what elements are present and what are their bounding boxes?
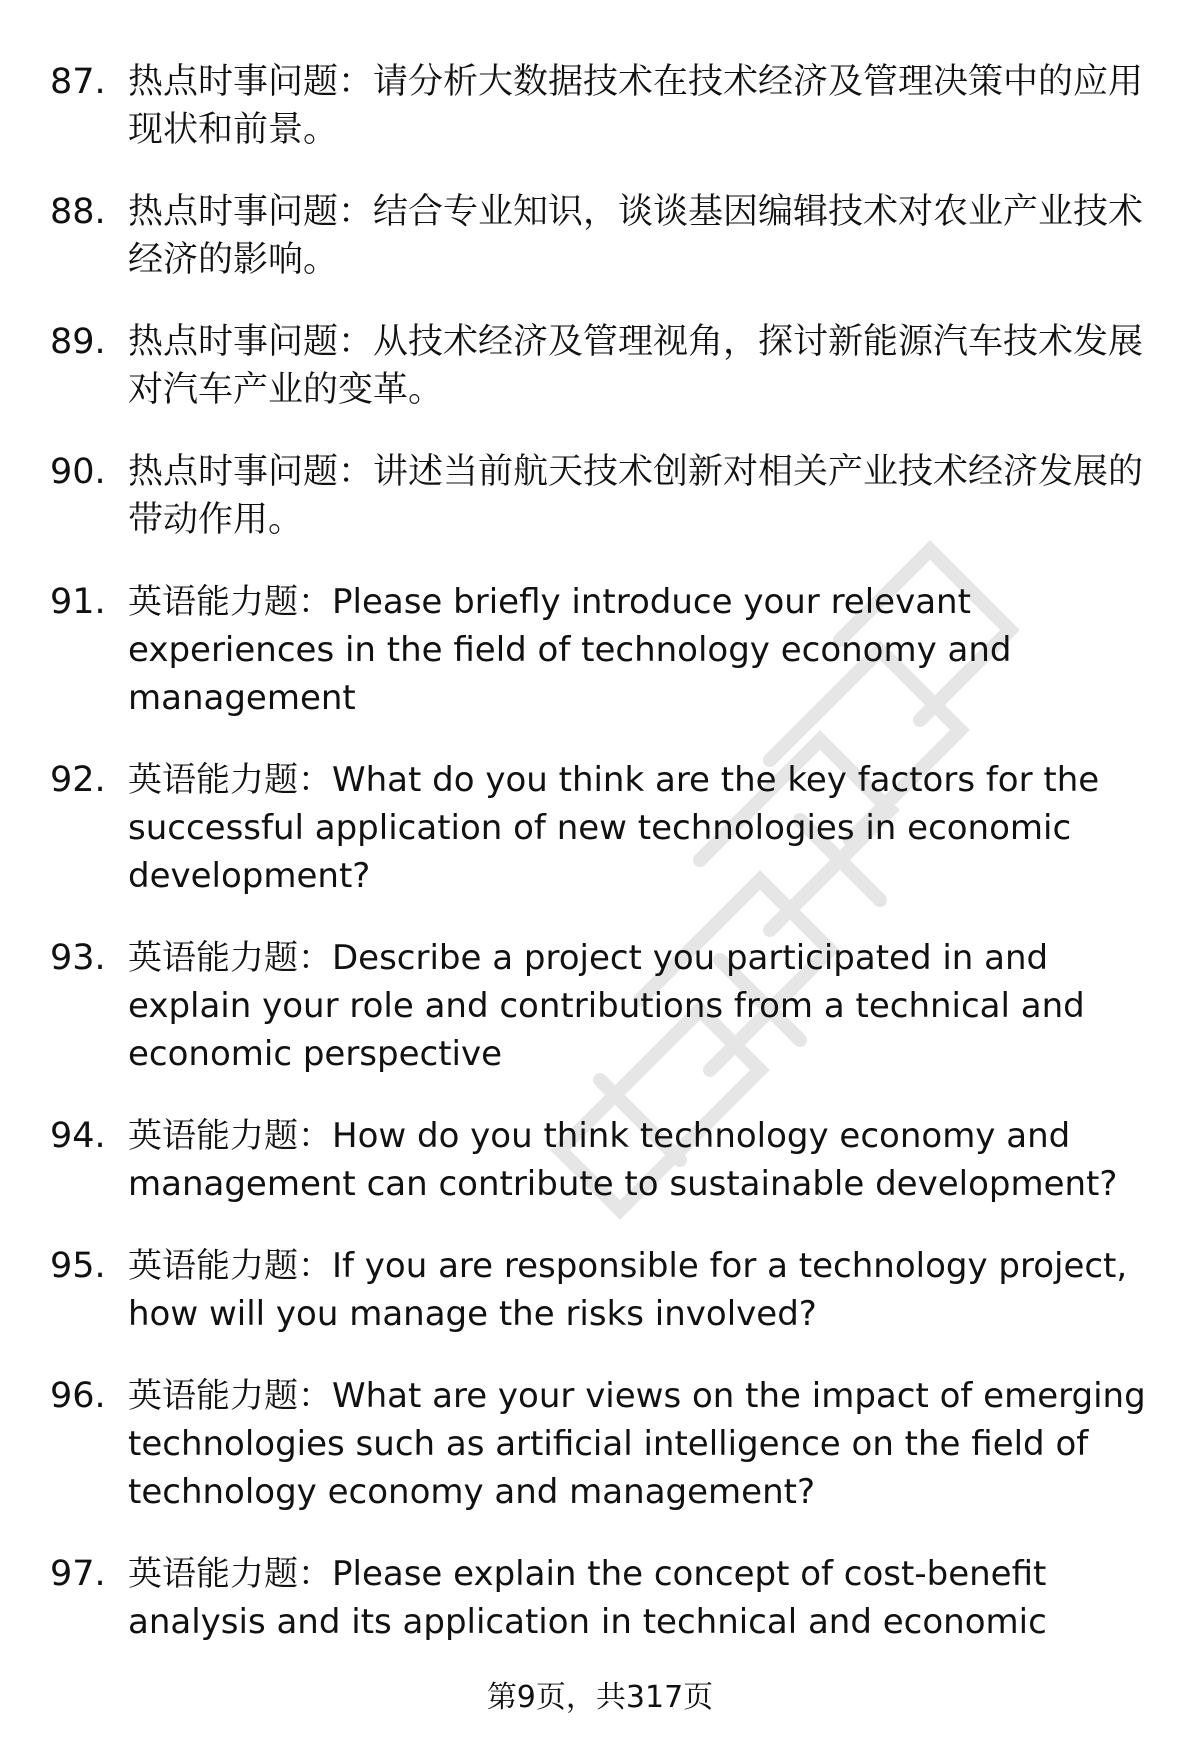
question-item-96 bbox=[50, 1372, 1160, 1516]
question-item-87 bbox=[50, 58, 1160, 154]
question-item-94 bbox=[50, 1112, 1160, 1208]
question-number: 91. bbox=[50, 582, 106, 622]
question-item-91 bbox=[50, 578, 1160, 722]
question-number: 88. bbox=[50, 192, 106, 232]
question-text: 热点时事问题：请分析大数据技术在技术经济及管理决策中的应用现状和前景。 bbox=[128, 62, 1144, 150]
question-text: 英语能力题：What are your views on the impact of emerging technologies such as artificial intelligence on the field of technology economy and management? bbox=[128, 1376, 1146, 1512]
question-text: 热点时事问题：从技术经济及管理视角，探讨新能源汽车技术发展对汽车产业的变革。 bbox=[128, 322, 1144, 410]
page-number-footer: 第9页，共317页 bbox=[486, 1680, 714, 1715]
question-number: 94. bbox=[50, 1116, 106, 1156]
question-list bbox=[50, 58, 1160, 1680]
question-item-93 bbox=[50, 934, 1160, 1078]
question-number: 92. bbox=[50, 760, 106, 800]
question-item-92 bbox=[50, 756, 1160, 900]
question-text: 英语能力题：How do you think technology economy and management can contribute to sustainable development? bbox=[128, 1116, 1118, 1204]
question-item-90 bbox=[50, 448, 1160, 544]
question-number: 87. bbox=[50, 62, 106, 102]
question-number: 90. bbox=[50, 452, 106, 492]
question-text: 热点时事问题：讲述当前航天技术创新对相关产业技术经济发展的带动作用。 bbox=[128, 452, 1144, 540]
question-text: 英语能力题：Please briefly introduce your relevant experiences in the field of technology economy and management bbox=[128, 582, 1012, 718]
question-number: 89. bbox=[50, 322, 106, 362]
question-text: 英语能力题：What do you think are the key factors for the successful application of new technologies in economic development? bbox=[128, 760, 1100, 896]
question-number: 93. bbox=[50, 938, 106, 978]
question-text: 英语能力题：Describe a project you participated in and explain your role and contributions from a technical and economic perspective bbox=[128, 938, 1085, 1074]
question-item-97 bbox=[50, 1550, 1160, 1646]
question-item-89 bbox=[50, 318, 1160, 414]
question-text: 英语能力题：Please explain the concept of cost-benefit analysis and its application in technical and economic bbox=[128, 1554, 1047, 1642]
question-item-88 bbox=[50, 188, 1160, 284]
question-item-95 bbox=[50, 1242, 1160, 1338]
question-text: 英语能力题：If you are responsible for a technology project, how will you manage the risks involved? bbox=[128, 1246, 1128, 1334]
question-number: 96. bbox=[50, 1376, 106, 1416]
question-text: 热点时事问题：结合专业知识，谈谈基因编辑技术对农业产业技术经济的影响。 bbox=[128, 192, 1144, 280]
question-number: 97. bbox=[50, 1554, 106, 1594]
question-number: 95. bbox=[50, 1246, 106, 1286]
